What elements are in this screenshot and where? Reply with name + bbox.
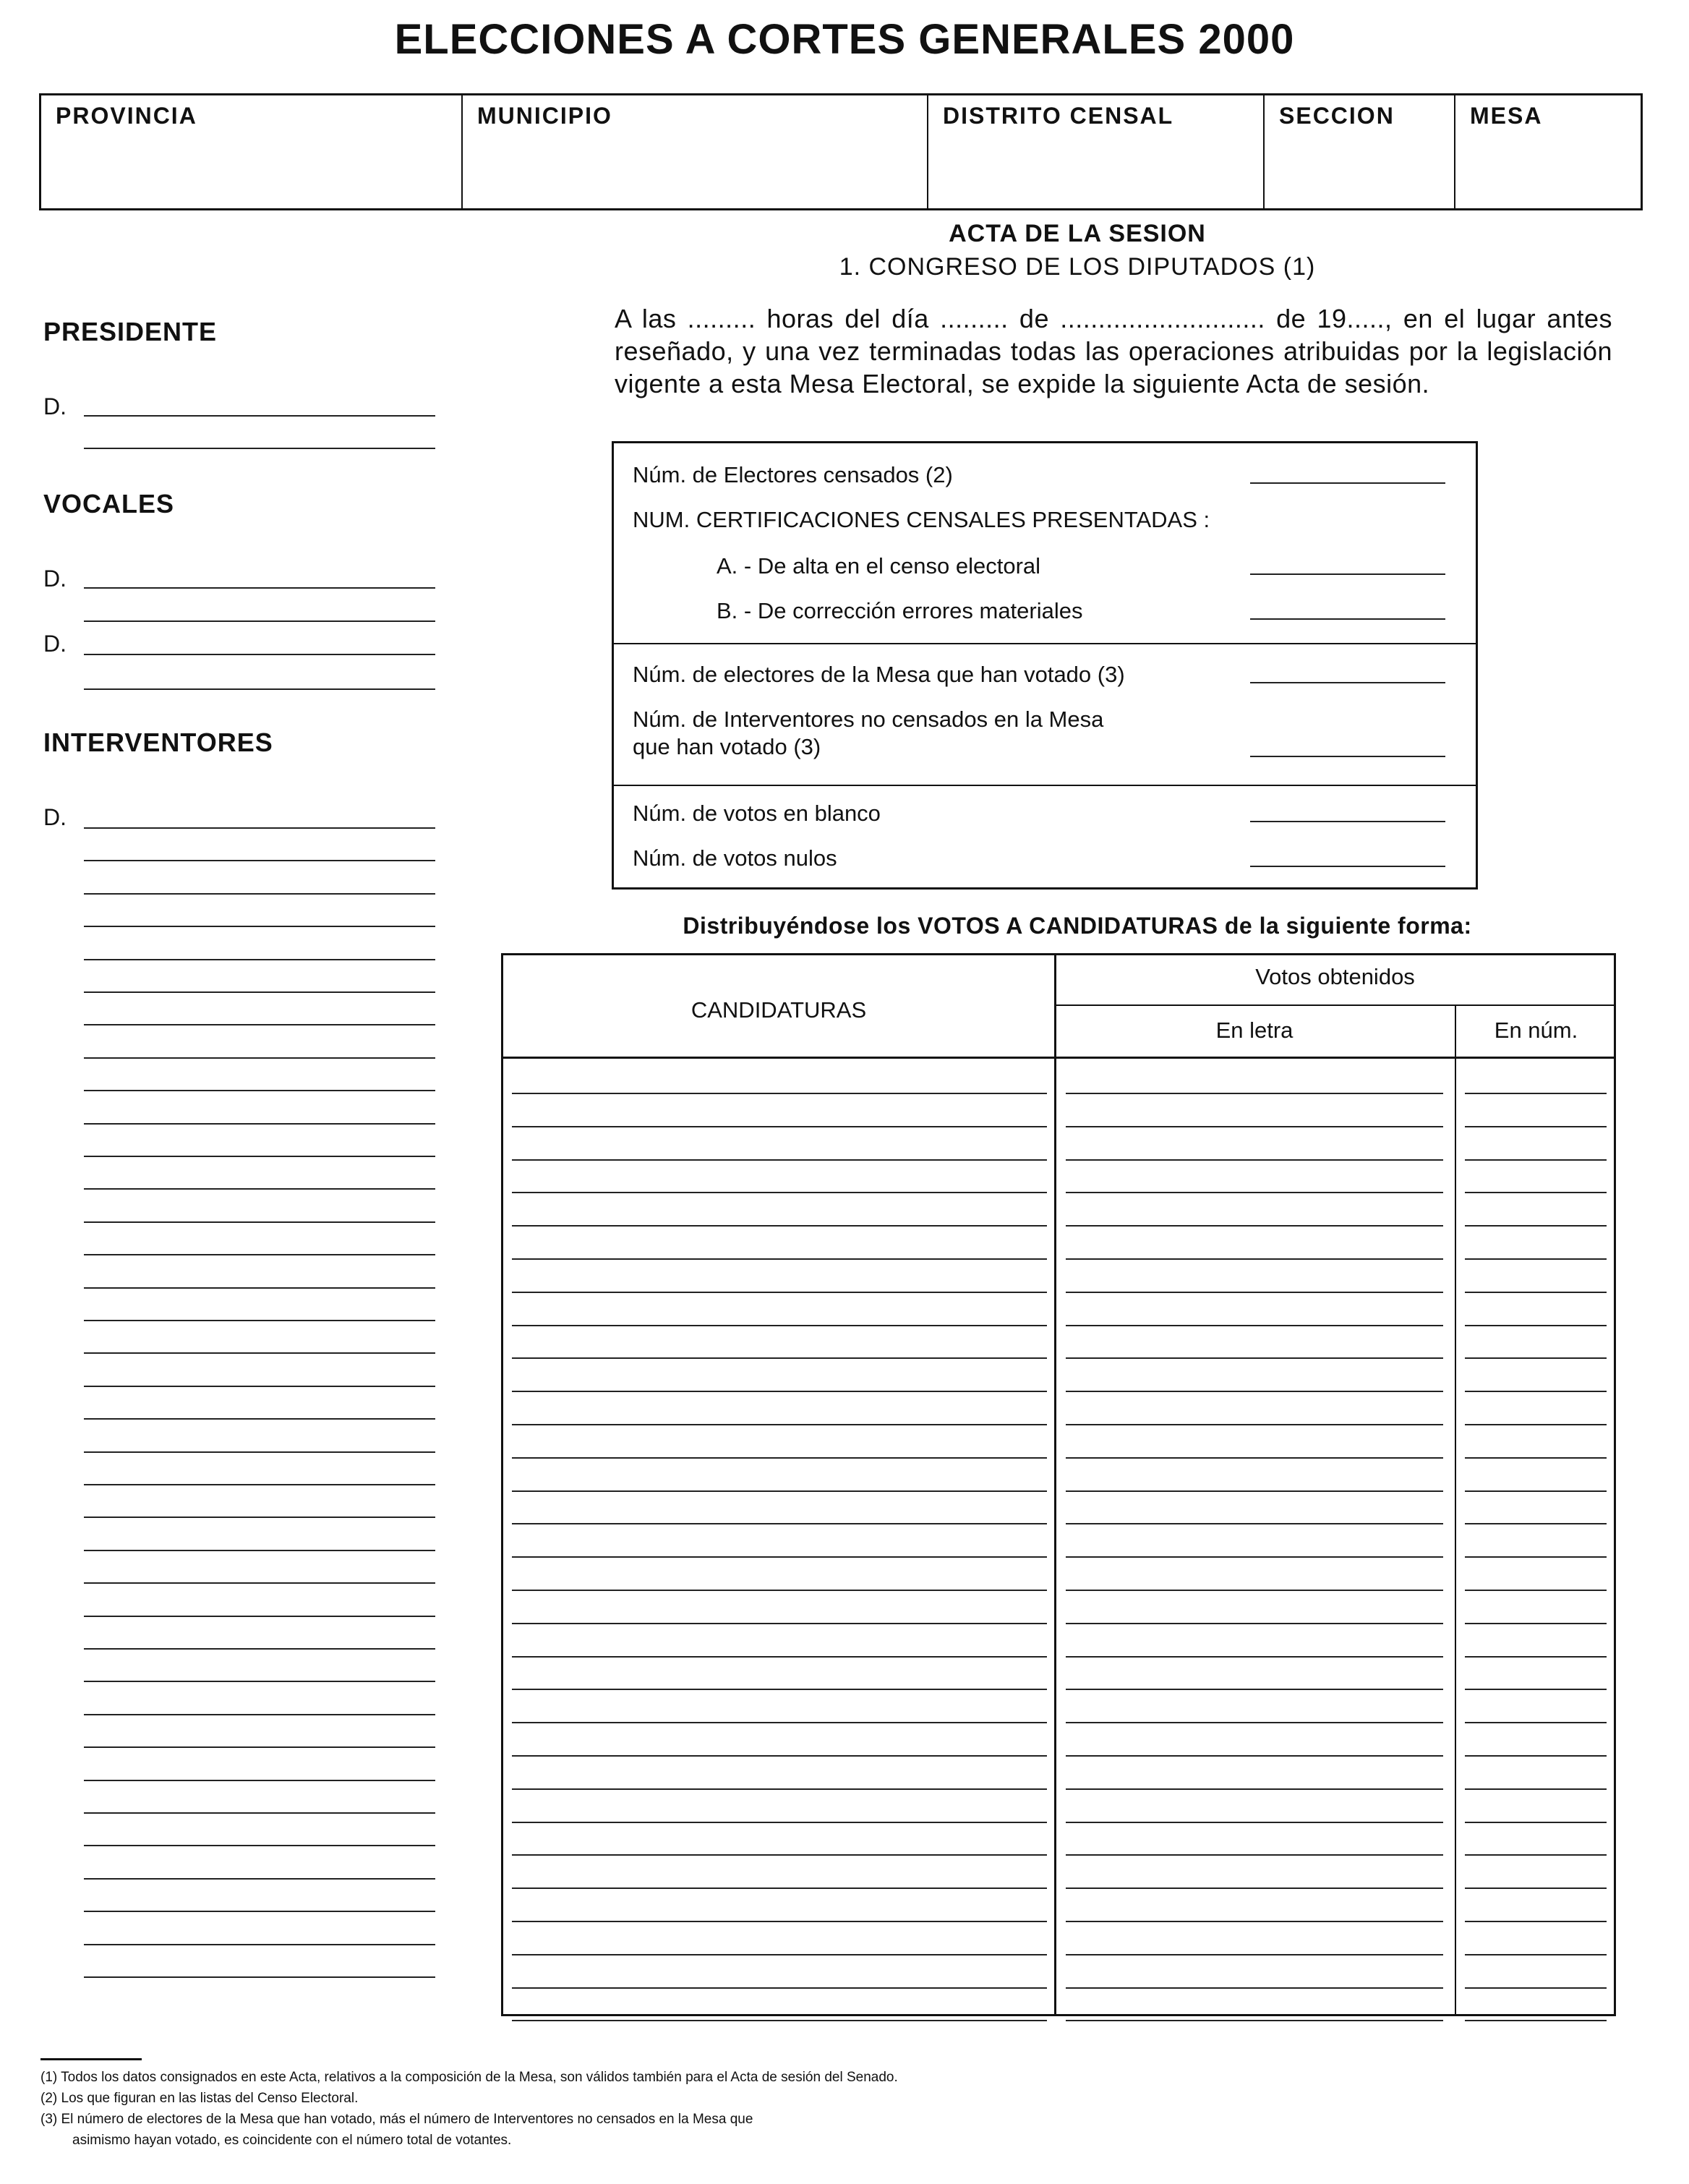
en-letra-entry-line[interactable]	[1066, 1225, 1443, 1227]
en-letra-entry-line[interactable]	[1066, 1457, 1443, 1459]
vocal-1-d-label: D.	[43, 566, 67, 592]
interventor-signature-line[interactable]	[84, 959, 435, 960]
en-letra-entry-line[interactable]	[1066, 1490, 1443, 1492]
candidaturas-header: CANDIDATURAS	[690, 997, 867, 1023]
candidatura-entry-line[interactable]	[512, 1656, 1047, 1658]
en-letra-entry-line[interactable]	[1066, 1523, 1443, 1524]
correccion-errores-input-line[interactable]	[1250, 618, 1445, 620]
distribution-heading: Distribuyéndose los VOTOS A CANDIDATURAS de la siguiente forma:	[683, 913, 1472, 939]
en-num-entry-line[interactable]	[1465, 1689, 1607, 1690]
vocal-2-signature-line[interactable]	[84, 654, 435, 655]
interventor-signature-line[interactable]	[84, 1746, 435, 1748]
candidaturas-table	[501, 953, 1616, 2016]
candidatura-entry-line[interactable]	[512, 1325, 1047, 1326]
en-letra-entry-line[interactable]	[1066, 1755, 1443, 1757]
en-num-entry-line[interactable]	[1465, 2020, 1607, 2021]
presidente-signature-line[interactable]	[84, 448, 435, 449]
en-letra-entry-line[interactable]	[1066, 1357, 1443, 1359]
interventor-signature-line[interactable]	[84, 1090, 435, 1091]
interventor-signature-line[interactable]	[84, 1451, 435, 1453]
correccion-errores-label: B. - De corrección errores materiales	[717, 598, 1083, 623]
interventor-signature-line[interactable]	[84, 1024, 435, 1025]
candidatura-entry-line[interactable]	[512, 1755, 1047, 1757]
interventor-signature-line[interactable]	[84, 1878, 435, 1880]
interventor-signature-line[interactable]	[84, 1550, 435, 1551]
seccion-label: SECCION	[1279, 103, 1395, 129]
interventor-signature-line[interactable]	[84, 1123, 435, 1125]
en-letra-entry-line[interactable]	[1066, 1722, 1443, 1723]
en-num-entry-line[interactable]	[1465, 1954, 1607, 1955]
en-letra-entry-line[interactable]	[1066, 1258, 1443, 1260]
en-letra-entry-line[interactable]	[1066, 1689, 1443, 1690]
interventor-signature-line[interactable]	[84, 1681, 435, 1682]
interventor-signature-line[interactable]	[84, 1648, 435, 1650]
votos-nulos-input-line[interactable]	[1250, 866, 1445, 867]
interventor-signature-line[interactable]	[84, 991, 435, 993]
en-num-entry-line[interactable]	[1465, 1656, 1607, 1658]
en-letra-entry-line[interactable]	[1066, 1921, 1443, 1922]
interventor-signature-line[interactable]	[84, 1156, 435, 1157]
interventor-signature-line[interactable]	[84, 1976, 435, 1978]
candidatura-entry-line[interactable]	[512, 1093, 1047, 1094]
en-num-entry-line[interactable]	[1465, 1822, 1607, 1823]
electores-censados-input-line[interactable]	[1250, 482, 1445, 484]
han-votado-label: Núm. de electores de la Mesa que han votado (3)	[633, 662, 1125, 687]
candidatura-entry-line[interactable]	[512, 1424, 1047, 1425]
en-num-entry-line[interactable]	[1465, 1325, 1607, 1326]
vocal-1-signature-line[interactable]	[84, 620, 435, 622]
en-num-entry-line[interactable]	[1465, 1722, 1607, 1723]
interventor-signature-line[interactable]	[84, 860, 435, 861]
en-num-header: En núm.	[1494, 1018, 1578, 1043]
en-num-entry-line[interactable]	[1465, 1424, 1607, 1425]
en-letra-entry-line[interactable]	[1066, 1159, 1443, 1161]
vocal-1-signature-line[interactable]	[84, 587, 435, 589]
document-title: ELECCIONES A CORTES GENERALES 2000	[394, 16, 1295, 63]
en-letra-entry-line[interactable]	[1066, 1987, 1443, 1989]
en-letra-entry-line[interactable]	[1066, 1954, 1443, 1955]
stats-divider	[614, 785, 1476, 786]
en-num-entry-line[interactable]	[1465, 1126, 1607, 1127]
en-num-entry-line[interactable]	[1465, 1987, 1607, 1989]
en-letra-entry-line[interactable]	[1066, 1788, 1443, 1790]
candidatura-entry-line[interactable]	[512, 1987, 1047, 1989]
interventor-signature-line[interactable]	[84, 893, 435, 895]
candidatura-entry-line[interactable]	[512, 1258, 1047, 1260]
candidatura-entry-line[interactable]	[512, 1192, 1047, 1193]
presidente-heading: PRESIDENTE	[43, 317, 218, 346]
interventor-signature-line[interactable]	[84, 827, 435, 829]
interventor-signature-line[interactable]	[84, 1057, 435, 1059]
interventor-signature-line[interactable]	[84, 1352, 435, 1354]
interventor-signature-line[interactable]	[84, 1780, 435, 1781]
acta-title: ACTA DE LA SESION	[949, 220, 1206, 247]
en-letra-entry-line[interactable]	[1066, 1822, 1443, 1823]
table-column-divider	[1054, 955, 1056, 2016]
interventores-no-censados-label: Núm. de Interventores no censados en la Mesa	[633, 707, 1104, 732]
candidatura-entry-line[interactable]	[512, 1225, 1047, 1227]
candidatura-entry-line[interactable]	[512, 1490, 1047, 1492]
mesa-label: MESA	[1470, 103, 1543, 129]
footnote-2: (2) Los que figuran en las listas del Censo Electoral.	[40, 2091, 359, 2106]
table-column-divider	[1455, 1004, 1456, 2016]
candidatura-entry-line[interactable]	[512, 1788, 1047, 1790]
candidatura-entry-line[interactable]	[512, 1887, 1047, 1889]
provincia-label: PROVINCIA	[56, 103, 197, 129]
en-letra-entry-line[interactable]	[1066, 1656, 1443, 1658]
interventor-signature-line[interactable]	[84, 1484, 435, 1485]
vocal-2-signature-line[interactable]	[84, 688, 435, 690]
interventor-signature-line[interactable]	[84, 1582, 435, 1584]
interventores-input-line[interactable]	[1250, 756, 1445, 757]
footnote-3-continued: asimismo hayan votado, es coincidente con el número total de votantes.	[72, 2133, 512, 2148]
en-letra-entry-line[interactable]	[1066, 1192, 1443, 1193]
alta-censo-label: A. - De alta en el censo electoral	[717, 553, 1041, 579]
interventor-signature-line[interactable]	[84, 1188, 435, 1190]
provincia-field[interactable]	[41, 95, 463, 208]
distrito-censal-field[interactable]	[928, 95, 1265, 208]
en-letra-entry-line[interactable]	[1066, 1424, 1443, 1425]
interventor-signature-line[interactable]	[84, 1287, 435, 1289]
table-header-divider	[1054, 1004, 1616, 1006]
candidatura-entry-line[interactable]	[512, 1921, 1047, 1922]
candidatura-entry-line[interactable]	[512, 1523, 1047, 1524]
mesa-field[interactable]	[1455, 95, 1641, 208]
table-header-bottom	[503, 1057, 1616, 1059]
footnotes	[40, 2058, 1197, 2151]
candidatura-entry-line[interactable]	[512, 1623, 1047, 1624]
en-letra-entry-line[interactable]	[1066, 1623, 1443, 1624]
en-num-entry-line[interactable]	[1465, 1887, 1607, 1889]
en-num-entry-line[interactable]	[1465, 1788, 1607, 1790]
votos-obtenidos-header: Votos obtenidos	[1255, 964, 1415, 989]
interventores-heading: INTERVENTORES	[43, 728, 273, 757]
interventor-signature-line[interactable]	[84, 1714, 435, 1715]
votos-nulos-label: Núm. de votos nulos	[633, 845, 837, 871]
stats-divider	[614, 643, 1476, 644]
candidatura-entry-line[interactable]	[512, 1292, 1047, 1293]
footnote-1: (1) Todos los datos consignados en este Acta, relativos a la composición de la Mesa, son válidos también para el Acta de sesión del Senado.	[40, 2070, 898, 2085]
seccion-field[interactable]	[1265, 95, 1455, 208]
interventor-signature-line[interactable]	[84, 1812, 435, 1814]
interventor-signature-line[interactable]	[84, 1616, 435, 1617]
en-num-entry-line[interactable]	[1465, 1225, 1607, 1227]
en-num-entry-line[interactable]	[1465, 1490, 1607, 1492]
interventor-signature-line[interactable]	[84, 1386, 435, 1387]
en-letra-header: En letra	[1215, 1018, 1294, 1043]
candidatura-entry-line[interactable]	[512, 1689, 1047, 1690]
vote-statistics-box	[612, 441, 1478, 890]
en-num-entry-line[interactable]	[1465, 1523, 1607, 1524]
interventor-signature-line[interactable]	[84, 1944, 435, 1945]
en-num-entry-line[interactable]	[1465, 1192, 1607, 1193]
interventor-signature-line[interactable]	[84, 1320, 435, 1321]
distrito-censal-label: DISTRITO CENSAL	[943, 103, 1174, 129]
en-num-entry-line[interactable]	[1465, 1292, 1607, 1293]
candidatura-entry-line[interactable]	[512, 1159, 1047, 1161]
alta-censo-input-line[interactable]	[1250, 573, 1445, 575]
en-letra-entry-line[interactable]	[1066, 1292, 1443, 1293]
candidatura-entry-line[interactable]	[512, 1954, 1047, 1955]
votos-blanco-input-line[interactable]	[1250, 821, 1445, 822]
certificaciones-label: NUM. CERTIFICACIONES CENSALES PRESENTADAS :	[633, 507, 1210, 532]
en-letra-entry-line[interactable]	[1066, 1126, 1443, 1127]
en-num-entry-line[interactable]	[1465, 1457, 1607, 1459]
en-letra-entry-line[interactable]	[1066, 1590, 1443, 1591]
candidatura-entry-line[interactable]	[512, 1822, 1047, 1823]
en-letra-entry-line[interactable]	[1066, 2020, 1443, 2021]
en-letra-entry-line[interactable]	[1066, 1887, 1443, 1889]
candidatura-entry-line[interactable]	[512, 2020, 1047, 2021]
candidatura-entry-line[interactable]	[512, 1722, 1047, 1723]
en-letra-entry-line[interactable]	[1066, 1325, 1443, 1326]
interventor-signature-line[interactable]	[84, 1911, 435, 1912]
acta-subtitle: 1. CONGRESO DE LOS DIPUTADOS (1)	[839, 253, 1316, 281]
en-num-entry-line[interactable]	[1465, 1590, 1607, 1591]
interventor-signature-line[interactable]	[84, 1845, 435, 1846]
en-num-entry-line[interactable]	[1465, 1556, 1607, 1558]
han-votado-input-line[interactable]	[1250, 682, 1445, 683]
en-letra-entry-line[interactable]	[1066, 1391, 1443, 1392]
en-num-entry-line[interactable]	[1465, 1755, 1607, 1757]
votos-blanco-label: Núm. de votos en blanco	[633, 801, 881, 826]
interventor-signature-line[interactable]	[84, 926, 435, 927]
candidatura-entry-line[interactable]	[512, 1556, 1047, 1558]
interventores-d-label: D.	[43, 804, 67, 830]
en-letra-entry-line[interactable]	[1066, 1093, 1443, 1094]
acta-intro-paragraph: A las ......... horas del día ......... de ........................... de 19....., en el lugar antes reseñado, y una vez terminadas todas las operaciones atribuidas por la legislación vigente a esta Mesa Electoral, se expide la siguiente Acta de sesión.	[615, 304, 1612, 398]
presidente-signature-line[interactable]	[84, 415, 435, 417]
interventor-signature-line[interactable]	[84, 1418, 435, 1420]
en-num-entry-line[interactable]	[1465, 1391, 1607, 1392]
en-num-entry-line[interactable]	[1465, 1854, 1607, 1856]
interventor-signature-line[interactable]	[84, 1517, 435, 1518]
candidatura-entry-line[interactable]	[512, 1457, 1047, 1459]
vocal-2-d-label: D.	[43, 631, 67, 657]
en-num-entry-line[interactable]	[1465, 1623, 1607, 1624]
presidente-d-label: D.	[43, 393, 67, 419]
candidatura-entry-line[interactable]	[512, 1854, 1047, 1856]
en-letra-entry-line[interactable]	[1066, 1854, 1443, 1856]
candidatura-entry-line[interactable]	[512, 1590, 1047, 1591]
municipio-field[interactable]	[463, 95, 928, 208]
en-num-entry-line[interactable]	[1465, 1159, 1607, 1161]
en-num-entry-line[interactable]	[1465, 1357, 1607, 1359]
location-header-table	[39, 93, 1643, 210]
en-num-entry-line[interactable]	[1465, 1921, 1607, 1922]
municipio-label: MUNICIPIO	[477, 103, 612, 129]
interventor-signature-line[interactable]	[84, 1254, 435, 1255]
electores-censados-label: Núm. de Electores censados (2)	[633, 462, 953, 487]
footnote-3: (3) El número de electores de la Mesa que han votado, más el número de Interventores no censados en la Mesa que	[40, 2112, 753, 2127]
vocales-heading: VOCALES	[43, 489, 175, 519]
candidatura-entry-line[interactable]	[512, 1391, 1047, 1392]
en-num-entry-line[interactable]	[1465, 1093, 1607, 1094]
candidatura-entry-line[interactable]	[512, 1126, 1047, 1127]
candidatura-entry-line[interactable]	[512, 1357, 1047, 1359]
interventores-han-votado-label: que han votado (3)	[633, 734, 821, 759]
en-num-entry-line[interactable]	[1465, 1258, 1607, 1260]
interventor-signature-line[interactable]	[84, 1221, 435, 1223]
en-letra-entry-line[interactable]	[1066, 1556, 1443, 1558]
